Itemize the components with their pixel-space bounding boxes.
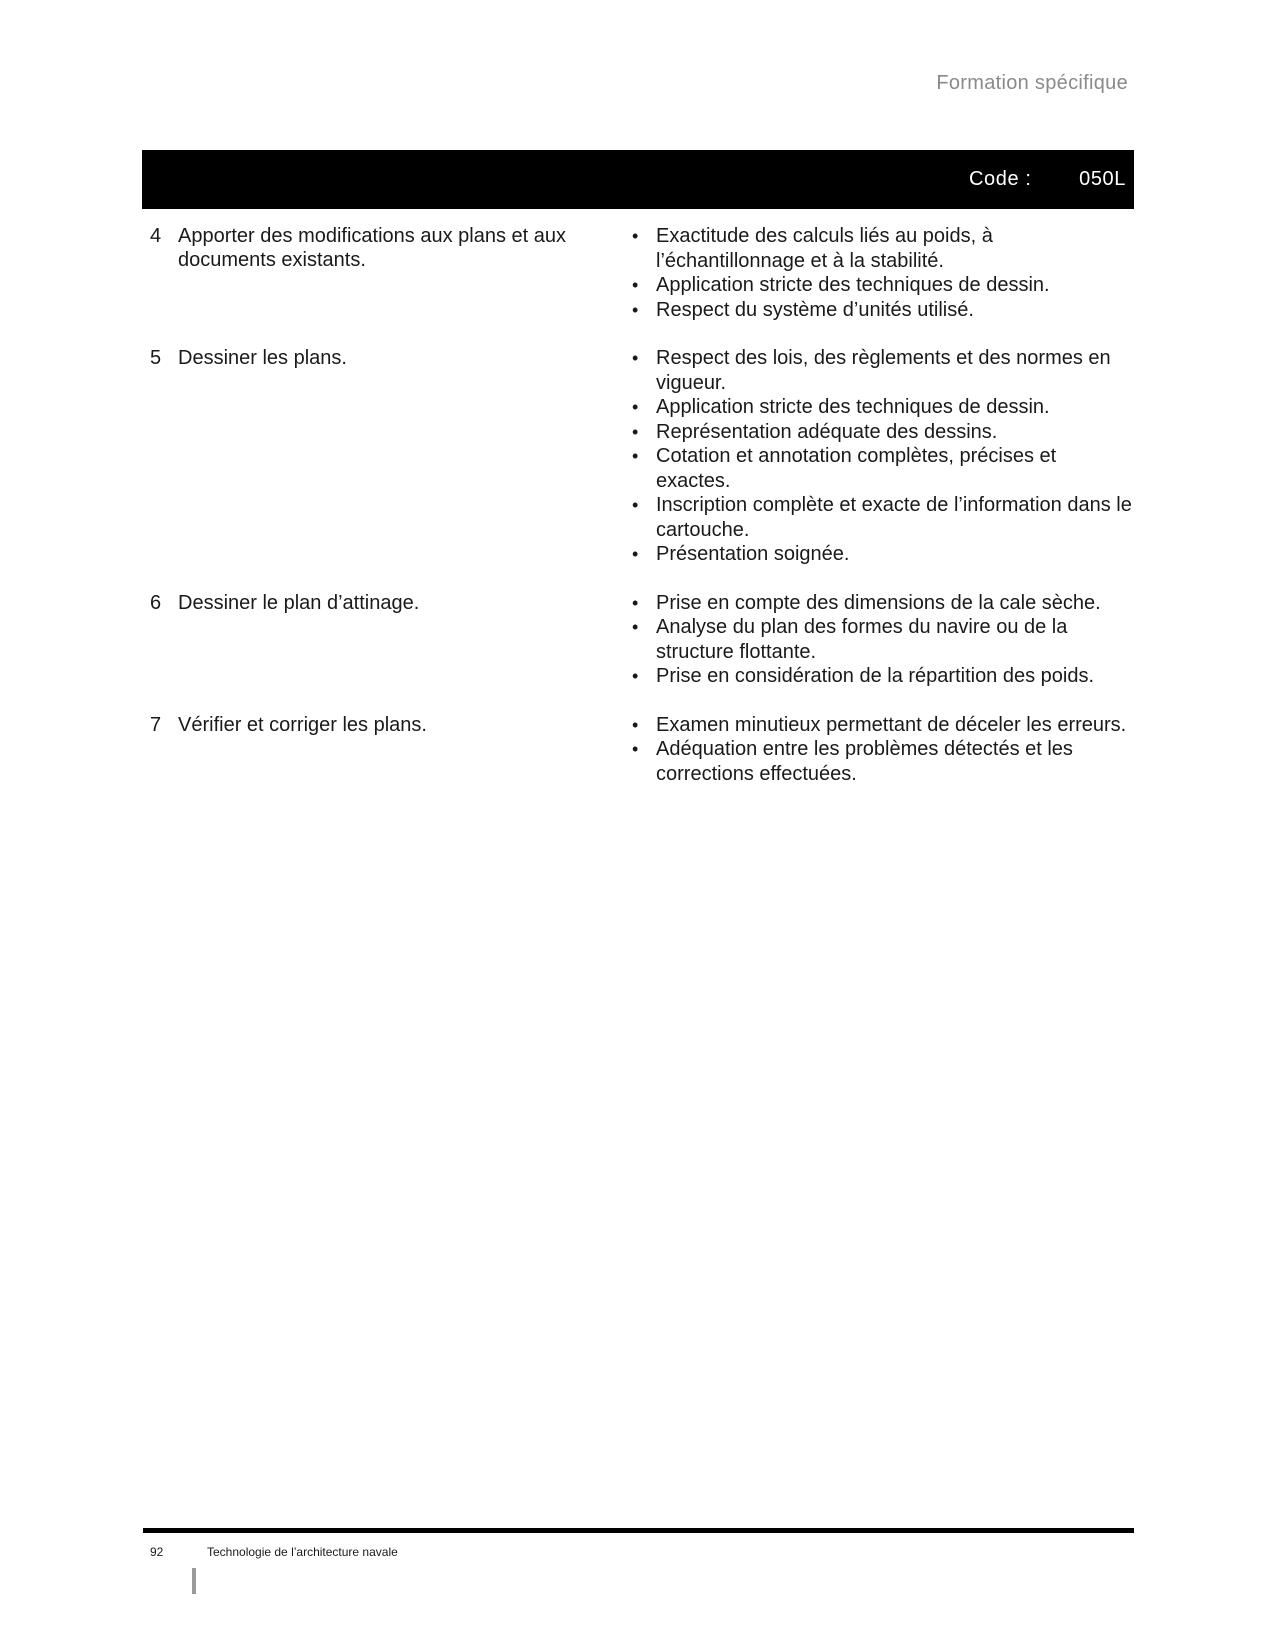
list-item bbox=[630, 346, 1134, 395]
element-cell bbox=[142, 591, 630, 689]
page-number: 92 bbox=[150, 1545, 164, 1559]
bullet-icon: • bbox=[632, 226, 639, 246]
element-number: 4 bbox=[150, 225, 162, 247]
criteria-list bbox=[630, 591, 1134, 689]
element-cell bbox=[142, 346, 630, 567]
list-item bbox=[630, 224, 1134, 273]
bullet-icon: • bbox=[632, 348, 639, 368]
criterion-text: Application stricte des techniques de dessin. bbox=[656, 274, 1050, 296]
competency-table bbox=[142, 224, 1134, 810]
list-item bbox=[630, 298, 1134, 323]
criterion-text: Prise en compte des dimensions de la cale sèche. bbox=[656, 591, 1101, 614]
element-text: Vérifier et corriger les plans. bbox=[178, 713, 427, 736]
element-text: Dessiner les plans. bbox=[178, 347, 347, 369]
criteria-cell bbox=[630, 713, 1134, 787]
list-item bbox=[630, 664, 1134, 689]
bullet-icon: • bbox=[632, 275, 639, 295]
list-item bbox=[630, 591, 1134, 616]
criterion-text: Inscription complète et exacte de l’information dans le cartouche. bbox=[656, 494, 1132, 541]
bullet-icon: • bbox=[632, 544, 639, 564]
bullet-icon: • bbox=[632, 666, 639, 686]
list-item bbox=[630, 737, 1134, 786]
criterion-text: Prise en considération de la répartition des poids. bbox=[656, 665, 1095, 687]
criteria-list bbox=[630, 346, 1134, 567]
list-item bbox=[630, 420, 1134, 445]
bullet-icon: • bbox=[632, 495, 639, 515]
list-item bbox=[630, 542, 1134, 567]
bullet-icon: • bbox=[632, 617, 639, 637]
criteria-list bbox=[630, 713, 1134, 787]
table-row bbox=[142, 713, 1134, 787]
list-item bbox=[630, 713, 1134, 738]
criterion-text: Respect des lois, des règlements et des normes en vigueur. bbox=[656, 347, 1111, 394]
list-item bbox=[630, 493, 1134, 542]
element-text: Dessiner le plan d’attinage. bbox=[178, 591, 420, 614]
bullet-icon: • bbox=[632, 299, 639, 320]
criteria-list bbox=[630, 224, 1134, 322]
criterion-text: Exactitude des calculs liés au poids, à l’échantillonnage et à la stabilité. bbox=[656, 225, 993, 272]
criterion-text: Application stricte des techniques de dessin. bbox=[656, 396, 1050, 418]
bullet-icon: • bbox=[632, 421, 639, 442]
criterion-text: Analyse du plan des formes du navire ou de la structure flottante. bbox=[656, 616, 1068, 663]
bullet-icon: • bbox=[632, 446, 639, 466]
criterion-text: Représentation adéquate des dessins. bbox=[656, 420, 998, 443]
document-title: Technologie de l’architecture navale bbox=[207, 1545, 398, 1559]
running-header: Formation spécifique bbox=[936, 72, 1128, 94]
bullet-icon: • bbox=[632, 739, 639, 759]
bullet-icon: • bbox=[632, 714, 639, 735]
code-value: 050L bbox=[1079, 168, 1126, 190]
element-number: 5 bbox=[150, 347, 162, 369]
criterion-text: Cotation et annotation complètes, précises et exactes. bbox=[656, 445, 1057, 492]
bullet-icon: • bbox=[632, 592, 639, 613]
criteria-cell bbox=[630, 224, 1134, 322]
table-row bbox=[142, 591, 1134, 689]
element-text: Apporter des modifications aux plans et aux documents existants. bbox=[178, 225, 566, 271]
bullet-icon: • bbox=[632, 397, 639, 417]
criteria-cell bbox=[630, 591, 1134, 689]
footer-rule bbox=[143, 1528, 1134, 1533]
list-item bbox=[630, 444, 1134, 493]
list-item bbox=[630, 273, 1134, 298]
criterion-text: Respect du système d’unités utilisé. bbox=[656, 298, 974, 321]
code-bar bbox=[142, 150, 1134, 209]
criteria-cell bbox=[630, 346, 1134, 567]
element-number: 7 bbox=[150, 713, 162, 736]
table-row bbox=[142, 346, 1134, 567]
element-cell bbox=[142, 224, 630, 322]
footer-mark bbox=[192, 1568, 196, 1594]
table-row bbox=[142, 224, 1134, 322]
criterion-text: Examen minutieux permettant de déceler les erreurs. bbox=[656, 713, 1127, 736]
criterion-text: Adéquation entre les problèmes détectés et les corrections effectuées. bbox=[656, 738, 1073, 785]
list-item bbox=[630, 615, 1134, 664]
code-label: Code : bbox=[969, 168, 1032, 190]
element-cell bbox=[142, 713, 630, 787]
criterion-text: Présentation soignée. bbox=[656, 543, 850, 565]
element-number: 6 bbox=[150, 591, 162, 614]
list-item bbox=[630, 395, 1134, 420]
